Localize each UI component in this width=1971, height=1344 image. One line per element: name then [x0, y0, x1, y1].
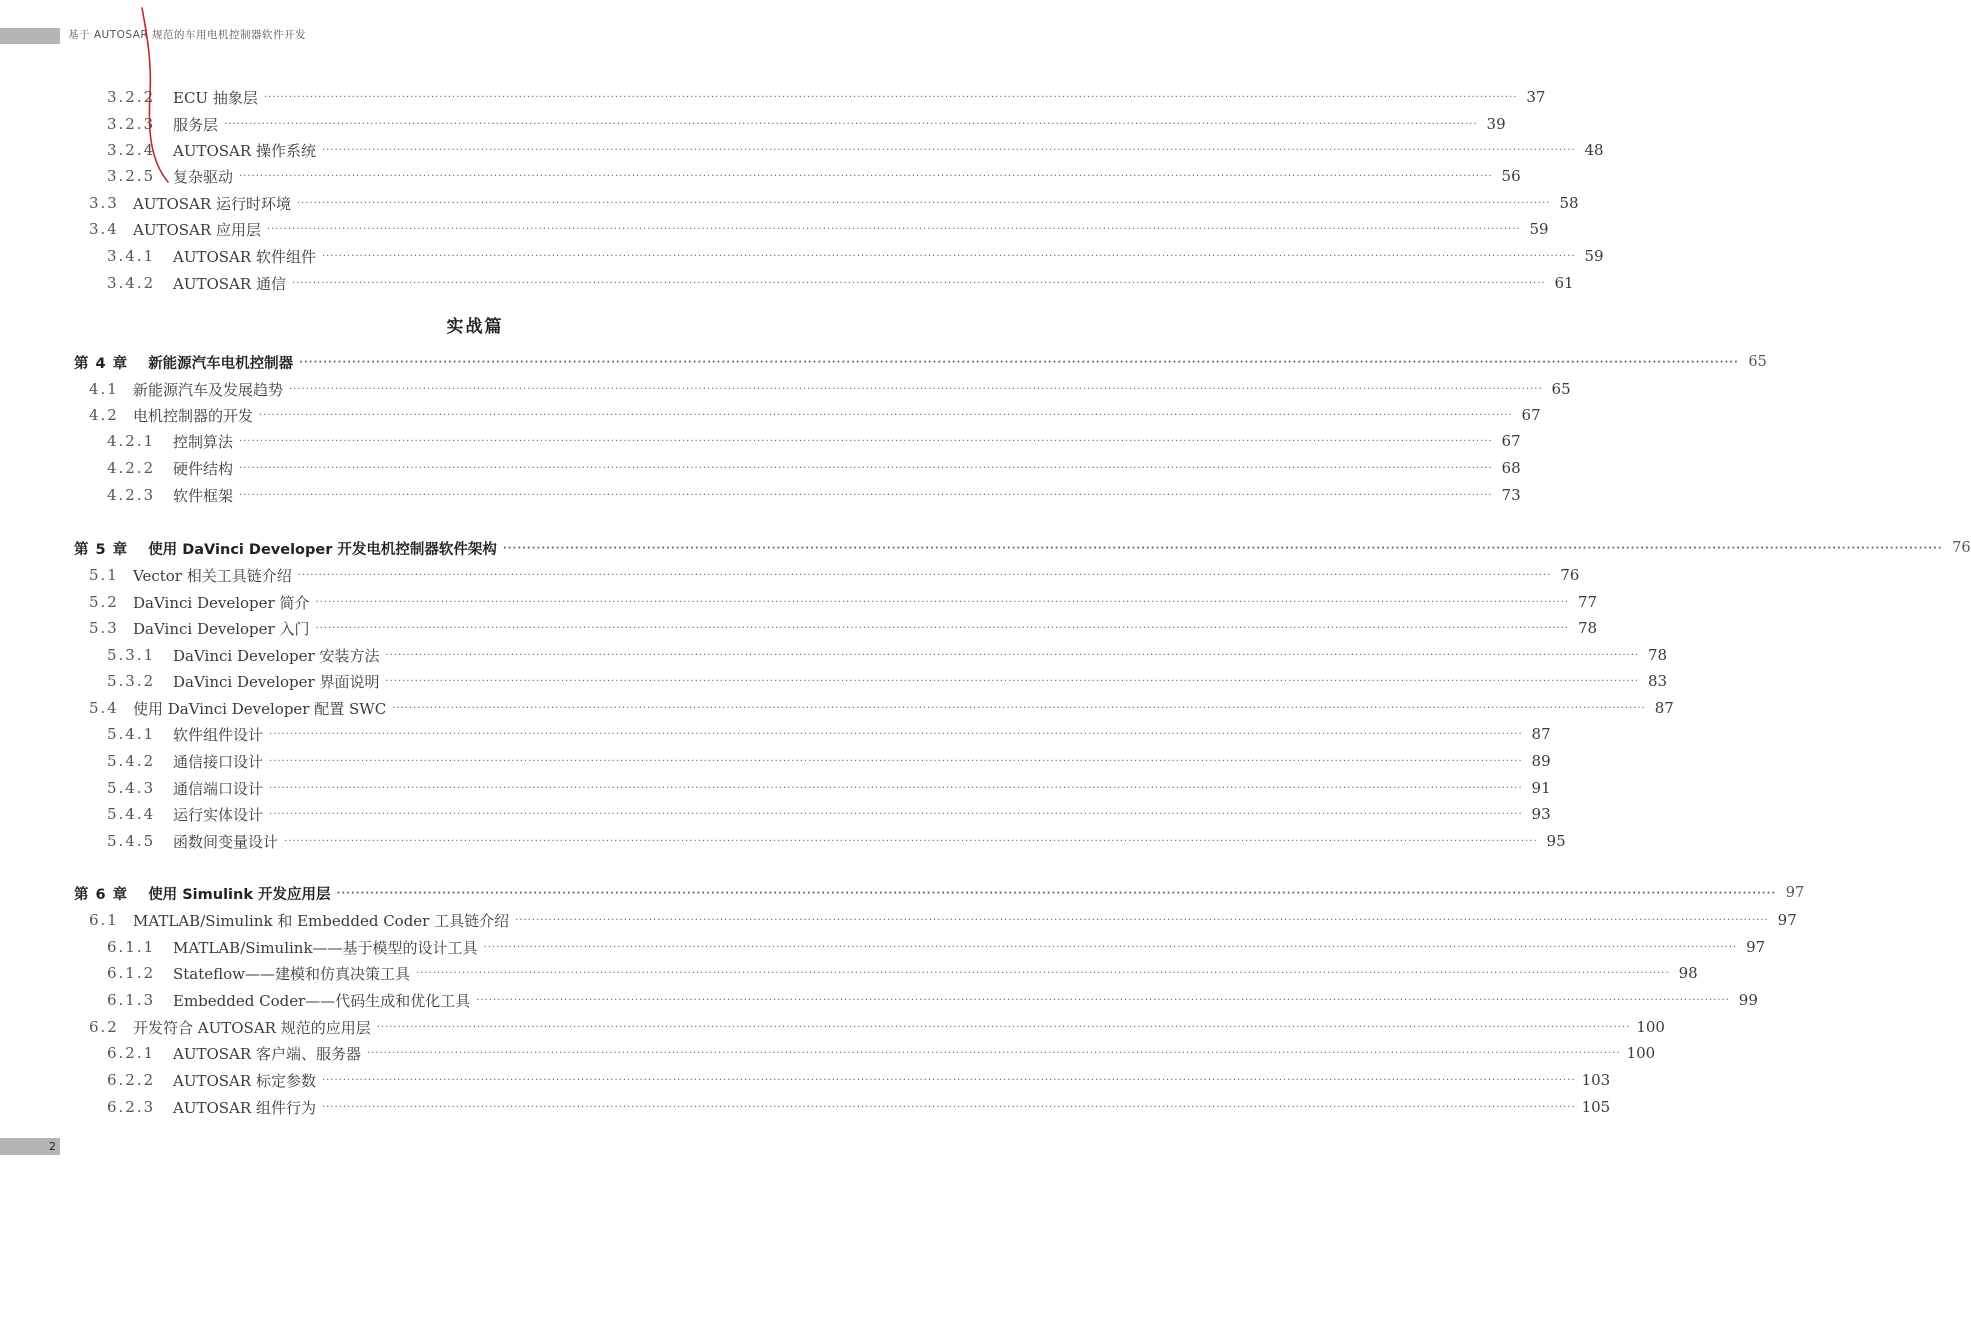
dot-leader: ············································································································································································································································································································: [502, 542, 1943, 554]
toc-entry: [89, 218, 1549, 240]
entry-number: 3.2.3: [107, 115, 156, 133]
entry-number: 第 5 章: [74, 541, 129, 558]
entry-title: 控制算法: [173, 432, 234, 451]
dot-leader: ············································································································································································································································································································: [284, 835, 1538, 847]
toc-entry: [89, 564, 1580, 586]
entry-title: Vector 相关工具链介绍: [133, 566, 292, 585]
entry-number: 第 4 章: [74, 355, 129, 372]
entry-title: AUTOSAR 标定参数: [173, 1071, 316, 1090]
dot-leader: ············································································································································································································································································································: [239, 489, 1493, 501]
toc-entry: [107, 962, 1698, 984]
entry-number: 6.1.3: [107, 991, 156, 1009]
entry-number: 6.2.2: [107, 1071, 156, 1089]
entry-title: 新能源汽车电机控制器: [148, 355, 294, 372]
entry-number: 5.3.2: [107, 672, 156, 690]
entry-page-number: 48: [1584, 141, 1604, 159]
toc-entry: [107, 430, 1521, 452]
toc-entry: [89, 617, 1598, 639]
toc-entry: [107, 830, 1566, 852]
entry-title: 软件组件设计: [173, 725, 264, 744]
toc-entry: [89, 909, 1797, 931]
entry-title: AUTOSAR 运行时环境: [133, 194, 291, 213]
page-number: 2: [49, 1140, 56, 1153]
entry-title: AUTOSAR 组件行为: [173, 1098, 316, 1117]
entry-page-number: 100: [1636, 1018, 1665, 1036]
dot-leader: ············································································································································································································································································································: [416, 967, 1670, 979]
toc-entry: [107, 936, 1766, 958]
dot-leader: ············································································································································································································································································································: [239, 462, 1493, 474]
dot-leader: ············································································································································································································································································································: [269, 755, 1523, 767]
entry-page-number: 59: [1529, 220, 1549, 238]
toc-entry: [107, 803, 1551, 825]
entry-title: 软件框架: [173, 486, 234, 505]
toc-entry: [89, 404, 1541, 426]
entry-title: 服务层: [173, 115, 219, 134]
entry-number: 5.4.1: [107, 725, 156, 743]
toc-entry: [107, 1096, 1611, 1118]
dot-leader: ············································································································································································································································································································: [269, 808, 1523, 820]
entry-title: DaVinci Developer 简介: [133, 593, 310, 612]
entry-page-number: 67: [1521, 406, 1541, 424]
dot-leader: ············································································································································································································································································································: [289, 383, 1543, 395]
toc-entry: [107, 86, 1546, 108]
dot-leader: ············································································································································································································································································································: [263, 91, 1518, 103]
dot-leader: ············································································································································································································································································································: [291, 277, 1546, 289]
entry-number: 5.4.5: [107, 832, 156, 850]
entry-page-number: 65: [1748, 354, 1767, 370]
toc-chapter-entry: [74, 351, 1767, 373]
entry-page-number: 99: [1738, 991, 1758, 1009]
entry-page-number: 97: [1785, 885, 1805, 901]
entry-number: 5.4.3: [107, 779, 156, 797]
entry-page-number: 103: [1581, 1071, 1611, 1089]
toc-entry: [107, 723, 1551, 745]
dot-leader: ············································································································································································································································································································: [385, 675, 1640, 687]
toc-entry: [107, 989, 1758, 1011]
dot-leader: ············································································································································································································································································································: [321, 1101, 1576, 1113]
toc-entry: [107, 484, 1521, 506]
entry-number: 5.3: [89, 619, 119, 637]
entry-page-number: 89: [1531, 752, 1551, 770]
toc-entry: [89, 1016, 1665, 1038]
dot-leader: ············································································································································································································································································································: [224, 118, 1478, 130]
entry-title: 新能源汽车及发展趋势: [133, 380, 284, 399]
toc-entry: [89, 192, 1579, 214]
dot-leader: ············································································································································································································································································································: [296, 197, 1551, 209]
entry-page-number: 97: [1777, 911, 1797, 929]
entry-title: AUTOSAR 应用层: [133, 220, 261, 239]
entry-title: 使用 Simulink 开发应用层: [148, 886, 331, 903]
entry-page-number: 100: [1626, 1044, 1656, 1062]
toc-entry: [107, 1069, 1611, 1091]
section-heading: 实战篇: [446, 317, 504, 337]
header-bar: [0, 28, 60, 44]
toc-entry: [107, 777, 1551, 799]
entry-page-number: 83: [1648, 672, 1668, 690]
entry-number: 4.2.1: [107, 432, 156, 450]
entry-page-number: 65: [1551, 380, 1571, 398]
toc-entry: [107, 644, 1668, 666]
dot-leader: ············································································································································································································································································································: [392, 702, 1646, 714]
entry-number: 6.1: [89, 911, 119, 929]
dot-leader: ············································································································································································································································································································: [315, 596, 1570, 608]
entry-page-number: 73: [1501, 486, 1521, 504]
dot-leader: ············································································································································································································································································································: [321, 250, 1576, 262]
entry-page-number: 87: [1654, 699, 1674, 717]
toc-entry: [107, 139, 1604, 161]
entry-number: 6.1.1: [107, 938, 156, 956]
toc-entry: [107, 272, 1574, 294]
toc-entry: [107, 165, 1521, 187]
entry-page-number: 87: [1531, 725, 1551, 743]
toc-entry: [107, 245, 1604, 267]
entry-number: 5.1: [89, 566, 119, 584]
entry-number: 3.4.2: [107, 274, 156, 292]
dot-leader: ············································································································································································································································································································: [259, 409, 1513, 421]
entry-page-number: 67: [1501, 432, 1521, 450]
entry-title: 使用 DaVinci Developer 开发电机控制器软件架构: [148, 541, 497, 558]
entry-title: 电机控制器的开发: [133, 406, 254, 425]
entry-title: 复杂驱动: [173, 167, 234, 186]
toc-entry: [89, 378, 1571, 400]
entry-title: MATLAB/Simulink 和 Embedded Coder 工具链介绍: [133, 911, 510, 930]
entry-page-number: 91: [1531, 779, 1551, 797]
toc-entry: [107, 457, 1521, 479]
dot-leader: ············································································································································································································································································································: [385, 649, 1640, 661]
entry-number: 第 6 章: [74, 886, 129, 903]
dot-leader: ············································································································································································································································································································: [299, 356, 1739, 368]
dot-leader: ············································································································································································································································································································: [376, 1021, 1631, 1033]
entry-page-number: 93: [1531, 805, 1551, 823]
entry-page-number: 97: [1746, 938, 1766, 956]
entry-number: 6.2.3: [107, 1098, 156, 1116]
entry-title: 开发符合 AUTOSAR 规范的应用层: [133, 1018, 371, 1037]
entry-number: 3.2.5: [107, 167, 156, 185]
entry-number: 6.1.2: [107, 964, 156, 982]
entry-number: 4.1: [89, 380, 119, 398]
entry-number: 4.2: [89, 406, 119, 424]
entry-number: 5.3.1: [107, 646, 156, 664]
toc-chapter-entry: [74, 537, 1971, 559]
dot-leader: ············································································································································································································································································································: [476, 994, 1730, 1006]
entry-number: 3.3: [89, 194, 119, 212]
toc-chapter-entry: [74, 882, 1805, 904]
entry-number: 3.4.1: [107, 247, 156, 265]
entry-number: 5.4: [89, 699, 119, 717]
entry-title: DaVinci Developer 界面说明: [173, 672, 380, 691]
entry-title: 硬件结构: [173, 459, 234, 478]
entry-title: 通信接口设计: [173, 752, 264, 771]
dot-leader: ············································································································································································································································································································: [315, 622, 1570, 634]
entry-page-number: 39: [1486, 115, 1506, 133]
entry-title: AUTOSAR 软件组件: [173, 247, 316, 266]
entry-page-number: 98: [1678, 964, 1698, 982]
entry-title: DaVinci Developer 安装方法: [173, 646, 380, 665]
entry-page-number: 77: [1578, 593, 1598, 611]
entry-title: DaVinci Developer 入门: [133, 619, 310, 638]
entry-title: Stateflow——建模和仿真决策工具: [173, 964, 411, 983]
dot-leader: ············································································································································································································································································································: [239, 435, 1493, 447]
entry-title: AUTOSAR 操作系统: [173, 141, 316, 160]
dot-leader: ············································································································································································································································································································: [483, 941, 1738, 953]
entry-page-number: 37: [1526, 88, 1546, 106]
entry-page-number: 56: [1501, 167, 1521, 185]
dot-leader: ············································································································································································································································································································: [239, 170, 1493, 182]
dot-leader: ············································································································································································································································································································: [266, 223, 1521, 235]
dot-leader: ············································································································································································································································································································: [297, 569, 1552, 581]
entry-page-number: 78: [1648, 646, 1668, 664]
entry-page-number: 105: [1581, 1098, 1611, 1116]
toc-entry: [89, 697, 1674, 719]
entry-number: 4.2.3: [107, 486, 156, 504]
dot-leader: ············································································································································································································································································································: [321, 1074, 1576, 1086]
entry-number: 3.2.4: [107, 141, 156, 159]
entry-number: 6.2.1: [107, 1044, 156, 1062]
entry-page-number: 59: [1584, 247, 1604, 265]
dot-leader: ············································································································································································································································································································: [321, 144, 1576, 156]
entry-number: 6.2: [89, 1018, 119, 1036]
entry-page-number: 76: [1952, 540, 1971, 556]
dot-leader: ············································································································································································································································································································: [269, 782, 1523, 794]
running-header-title: 基于 AUTOSAR 规范的车用电机控制器软件开发: [68, 29, 307, 41]
dot-leader: ············································································································································································································································································································: [269, 728, 1523, 740]
entry-title: 运行实体设计: [173, 805, 264, 824]
entry-number: 5.2: [89, 593, 119, 611]
entry-title: MATLAB/Simulink——基于模型的设计工具: [173, 938, 478, 957]
entry-number: 3.4: [89, 220, 119, 238]
toc-entry: [107, 750, 1551, 772]
entry-number: 5.4.2: [107, 752, 156, 770]
toc-entry: [107, 113, 1506, 135]
entry-title: 函数间变量设计: [173, 832, 279, 851]
entry-title: AUTOSAR 通信: [173, 274, 286, 293]
entry-title: ECU 抽象层: [173, 88, 258, 107]
entry-page-number: 95: [1546, 832, 1566, 850]
toc-entry: [107, 1042, 1656, 1064]
entry-page-number: 76: [1560, 566, 1580, 584]
entry-title: Embedded Coder——代码生成和优化工具: [173, 991, 471, 1010]
dot-leader: ············································································································································································································································································································: [366, 1047, 1621, 1059]
entry-number: 5.4.4: [107, 805, 156, 823]
entry-page-number: 78: [1578, 619, 1598, 637]
entry-number: 4.2.2: [107, 459, 156, 477]
entry-title: AUTOSAR 客户端、服务器: [173, 1044, 361, 1063]
toc-entry: [89, 591, 1598, 613]
entry-title: 通信端口设计: [173, 779, 264, 798]
entry-page-number: 68: [1501, 459, 1521, 477]
entry-page-number: 61: [1554, 274, 1574, 292]
toc-entry: [107, 670, 1668, 692]
entry-title: 使用 DaVinci Developer 配置 SWC: [133, 699, 387, 718]
dot-leader: ············································································································································································································································································································: [515, 914, 1769, 926]
entry-number: 3.2.2: [107, 88, 156, 106]
dot-leader: ············································································································································································································································································································: [336, 887, 1777, 899]
entry-page-number: 58: [1559, 194, 1579, 212]
